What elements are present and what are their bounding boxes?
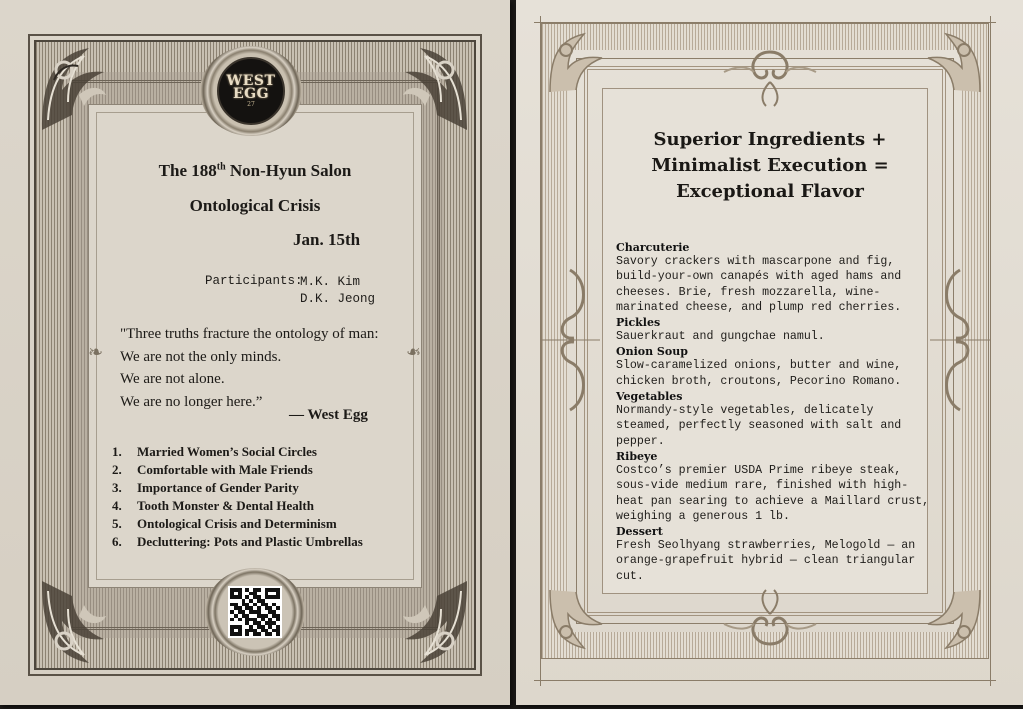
agenda-item: [112, 479, 363, 497]
agenda-number: 1.: [112, 444, 122, 459]
participants-label: Participants:: [205, 274, 303, 288]
logo-text-egg: EGG: [232, 85, 270, 102]
menu-list: [616, 241, 931, 585]
menu-item-name: Dessert: [616, 525, 663, 539]
agenda-text: Importance of Gender Parity: [137, 480, 299, 495]
salon-title: [0, 161, 510, 181]
agenda-item: [112, 443, 363, 461]
agenda-number: 3.: [112, 480, 122, 495]
west-egg-logo: [217, 57, 285, 125]
quote-line: "Three truths fracture the ontology of man:: [120, 326, 379, 342]
logo-text-west: WEST: [226, 72, 276, 89]
participant: M.K. Kim: [300, 275, 361, 289]
agenda-text: Ontological Crisis and Determinism: [137, 516, 337, 531]
agenda-text: Tooth Monster & Dental Health: [137, 498, 314, 513]
menu-item-dessert: [616, 525, 931, 584]
menu-item-description: Savory crackers with mascarpone and fig, build-your-own canapés with aged hams and cheeses. Brie, fresh mozzarella, wine-marinated cheese, and plump red cherries.: [616, 255, 902, 314]
menu-item-charcuterie: [616, 241, 931, 315]
menu-item-name: Onion Soup: [616, 345, 688, 359]
scroll-corner-ornament-icon: [916, 584, 986, 654]
salon-title-suffix: Non-Hyun Salon: [225, 161, 352, 180]
agenda-number: 2.: [112, 462, 122, 477]
salon-topic: Ontological Crisis: [189, 196, 321, 215]
menu-item-onion-soup: [616, 345, 931, 389]
salon-date: Jan. 15th: [293, 230, 361, 249]
menu-item-description: Sauerkraut and gungchae namul.: [616, 330, 825, 344]
menu-motto: [620, 127, 920, 205]
scroll-flourish-icon: ❧: [406, 342, 422, 363]
frame-rule-bottom: [534, 680, 996, 681]
acanthus-corner-ornament-icon: [34, 576, 129, 671]
menu-item-name: Charcuterie: [616, 241, 690, 254]
frame-rule-right: [990, 16, 991, 686]
menu-item-description: Slow-caramelized onions, butter and wine, chicken broth, croutons, Pecorino Romano.: [616, 359, 902, 388]
acanthus-corner-ornament-icon: [380, 40, 475, 135]
participants-list: [300, 274, 375, 308]
menu-item-description: Costco’s premier USDA Prime ribeye steak, sous-vide medium rare, finished with high-heat pan searing to achieve a Maillard crust, weighing a generous 1 lb.: [616, 463, 930, 523]
menu-item-pickles: [616, 316, 931, 344]
agenda-item: [112, 497, 363, 515]
logo-number: 27: [247, 100, 255, 108]
agenda-text: Comfortable with Male Friends: [137, 462, 313, 477]
menu-item-description: Fresh Seolhyang strawberries, Melogold — an orange-grapefruit hybrid — clean triangular cut.: [616, 539, 916, 583]
scroll-flourish-icon: ❧: [88, 342, 104, 363]
menu-item-ribeye: [616, 450, 931, 524]
bottom-scroll-flourish-icon: [720, 582, 820, 654]
agenda-list: [112, 443, 363, 551]
left-scroll-flourish-icon: [540, 260, 600, 420]
top-scroll-flourish-icon: [720, 42, 820, 114]
logo-medallion: [200, 46, 302, 136]
quote-block: [120, 323, 379, 413]
frame-rule-top: [534, 22, 996, 23]
agenda-text: Married Women’s Social Circles: [137, 444, 317, 459]
agenda-number: 5.: [112, 516, 122, 531]
salon-title-prefix: The 188: [158, 161, 217, 180]
acanthus-corner-ornament-icon: [34, 40, 129, 135]
participant: D.K. Jeong: [300, 292, 376, 306]
menu-item-description: Normandy-style vegetables, delicately steamed, perfectly seasoned with salt and pepper.: [616, 404, 902, 448]
menu-item-name: Vegetables: [616, 390, 683, 404]
quote-line: We are not the only minds.: [120, 348, 282, 365]
menu-item-name: Pickles: [616, 316, 661, 330]
scroll-corner-ornament-icon: [544, 584, 614, 654]
quote-line: We are no longer here.”: [120, 393, 263, 410]
motto-line: Exceptional Flavor: [676, 181, 864, 202]
scroll-corner-ornament-icon: [916, 28, 986, 98]
quote-attribution: — West Egg: [289, 407, 368, 423]
salon-title-ordinal: th: [216, 161, 226, 173]
quote-line: We are not alone.: [120, 371, 225, 387]
scroll-corner-ornament-icon: [544, 28, 614, 98]
motto-line: Superior Ingredients +: [653, 129, 887, 150]
agenda-number: 4.: [112, 498, 122, 513]
qr-code-icon[interactable]: [228, 586, 282, 638]
menu-item-vegetables: [616, 390, 931, 449]
menu-item-name: Ribeye: [616, 449, 658, 463]
agenda-number: 6.: [112, 534, 122, 549]
right-scroll-flourish-icon: [930, 260, 990, 420]
agenda-item: [112, 533, 363, 551]
agenda-item: [112, 515, 363, 533]
agenda-item: [112, 461, 363, 479]
salon-invitation-card: [0, 0, 510, 705]
motto-line: Minimalist Execution =: [651, 155, 889, 176]
agenda-text: Decluttering: Pots and Plastic Umbrellas: [137, 534, 363, 549]
acanthus-corner-ornament-icon: [380, 576, 475, 671]
qr-medallion: [205, 568, 305, 656]
